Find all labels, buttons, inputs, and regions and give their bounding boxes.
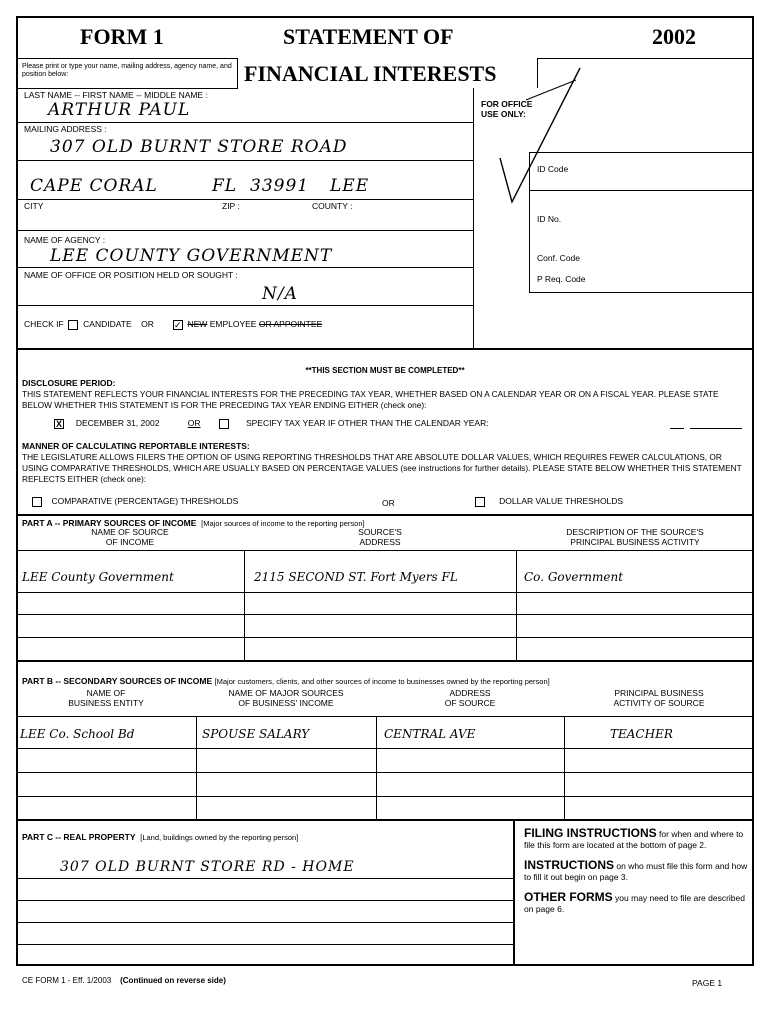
mailing-label: MAILING ADDRESS : [24,124,107,134]
dollar-checkbox[interactable] [475,497,485,507]
instructions-box [524,828,748,914]
part-a-col3: DESCRIPTION OF THE SOURCE'S PRINCIPAL BUSINESS ACTIVITY [566,527,704,547]
title-line2: FINANCIAL INTERESTS [244,61,497,86]
part-a-col2: SOURCE'S ADDRESS [358,527,402,547]
employee-checkbox[interactable]: ✓ [173,319,182,330]
part-b-row1-source[interactable]: SPOUSE SALARY [202,727,310,741]
must-complete: **THIS SECTION MUST BE COMPLETED** [305,366,465,375]
part-b-row1-address[interactable]: CENTRAL AVE [384,727,476,741]
instructions: INSTRUCTIONS on who must file this form and how to fill it out begin on page 3. [524,858,748,882]
candidate-checkbox[interactable] [68,320,78,330]
candidate-label: CANDIDATE [83,319,132,329]
footer-page: PAGE 1 [692,978,723,988]
id-code-label: ID Code [537,164,569,174]
december-checkbox[interactable]: X [55,418,62,429]
manner-text: THE LEGISLATURE ALLOWS FILERS THE OPTION OF USING REPORTING THRESHOLDS THAT ARE ABSOLUTE DOLLAR VALUES, WHICH REQUIRES FEWER CALCULATIONS, OR USING COMPARATIVE THRESHOLDS, WHICH ARE USUALLY BASED ON PERCENTAGE VALUES (see instructions for further details). PLEASE STATE BELOW WHETHER THIS STATEMENT REFLECTS EITHER (check one): [22,452,742,484]
office-use-label: FOR OFFICE USE ONLY: [481,99,533,119]
part-a-row1-address[interactable]: 2115 SECOND ST. Fort Myers FL [254,570,458,584]
print-note: Please print or type your name, mailing address, agency name, and position below: [22,63,232,79]
or-label-2: OR [382,498,395,508]
part-b-col4: PRINCIPAL BUSINESS ACTIVITY OF SOURCE [613,688,705,708]
name-label: LAST NAME -- FIRST NAME -- MIDDLE NAME : [24,90,208,100]
city-value[interactable]: CAPE CORAL [30,176,158,196]
check-row [24,319,322,330]
mailing-value[interactable]: 307 OLD BURNT STORE ROAD [50,137,348,157]
part-c-row1[interactable]: 307 OLD BURNT STORE RD - HOME [60,859,355,875]
filing-instructions: FILING INSTRUCTIONS for when and where to file this form are located at the bottom of page 2. [524,826,744,850]
id-no-label: ID No. [537,214,562,224]
office-checkmark-icon [490,60,590,210]
employee-label: EMPLOYEE [209,319,257,329]
manner-label: MANNER OF CALCULATING REPORTABLE INTERESTS: [22,441,250,451]
part-a-row1-name[interactable]: LEE County Government [22,570,174,584]
agency-value[interactable]: LEE COUNTY GOVERNMENT [50,246,333,266]
part-a-col1: NAME OF SOURCE OF INCOME [91,527,169,547]
december-row [54,418,489,429]
other-forms: OTHER FORMS you may need to file are described on page 6. [524,890,745,914]
comparative-checkbox[interactable] [32,497,42,507]
state-value[interactable]: FL [212,176,238,196]
appointee-label: OR APPOINTEE [258,319,323,329]
comparative-label: COMPARATIVE (PERCENTAGE) THRESHOLDS [51,496,239,506]
part-a-row1-activity[interactable]: Co. Government [524,570,624,584]
zip-value[interactable]: 33991 [250,176,310,196]
office-value[interactable]: N/A [262,284,298,304]
part-b-header: PART B -- SECONDARY SOURCES OF INCOME [Major customers, clients, and other sources of income to businesses owned by the reporting person] [22,676,550,686]
form-year: 2002 [652,24,696,49]
agency-label: NAME OF AGENCY : [24,235,106,245]
title-line1: STATEMENT OF [283,24,454,49]
check-label: CHECK IF [24,319,64,329]
or-label: OR [141,319,154,329]
p-req-code-label: P Req. Code [537,274,586,284]
city-label: CITY [24,201,44,211]
dollar-label: DOLLAR VALUE THRESHOLDS [499,496,624,506]
december-label: DECEMBER 31, 2002 [75,418,160,428]
office-label: NAME OF OFFICE OR POSITION HELD OR SOUGHT : [24,270,238,280]
specify-checkbox[interactable] [219,419,229,429]
county-value[interactable]: LEE [330,176,370,196]
part-a-header: PART A -- PRIMARY SOURCES OF INCOME [Major sources of income to the reporting person] [22,518,365,528]
county-label: COUNTY : [312,201,353,211]
part-c-header: PART C -- REAL PROPERTY [Land, buildings owned by the reporting person] [22,832,299,842]
period-text: THIS STATEMENT REFLECTS YOUR FINANCIAL INTERESTS FOR THE PRECEDING TAX YEAR, WHETHER BASED ON A CALENDAR YEAR OR ON A FISCAL YEAR. PLEASE STATE BELOW WHETHER THIS STATEMENT IS FOR THE PRECEDING TAX YEAR ENDING EITHER (check one): [22,389,719,410]
new-label: NEW [187,319,208,329]
dollar-row [475,496,623,507]
part-b-col2: NAME OF MAJOR SOURCES OF BUSINESS' INCOME [228,688,344,708]
part-b-row1-activity[interactable]: TEACHER [610,727,673,741]
form-label: FORM 1 [80,24,164,49]
conf-code-label: Conf. Code [537,253,580,263]
part-b-row1-entity[interactable]: LEE Co. School Bd [20,727,135,741]
footer-left: CE FORM 1 - Eff. 1/2003 (Continued on reverse side) [22,976,226,985]
zip-label: ZIP : [222,201,240,211]
or-label-1: OR [187,418,201,428]
part-b-col3: ADDRESS OF SOURCE [444,688,496,708]
form-frame [16,16,754,966]
part-b-col1: NAME OF BUSINESS ENTITY [68,688,144,708]
name-value[interactable]: ARTHUR PAUL [48,100,191,120]
period-label: DISCLOSURE PERIOD: [22,378,116,388]
specify-label: SPECIFY TAX YEAR IF OTHER THAN THE CALENDAR YEAR: [245,418,489,428]
